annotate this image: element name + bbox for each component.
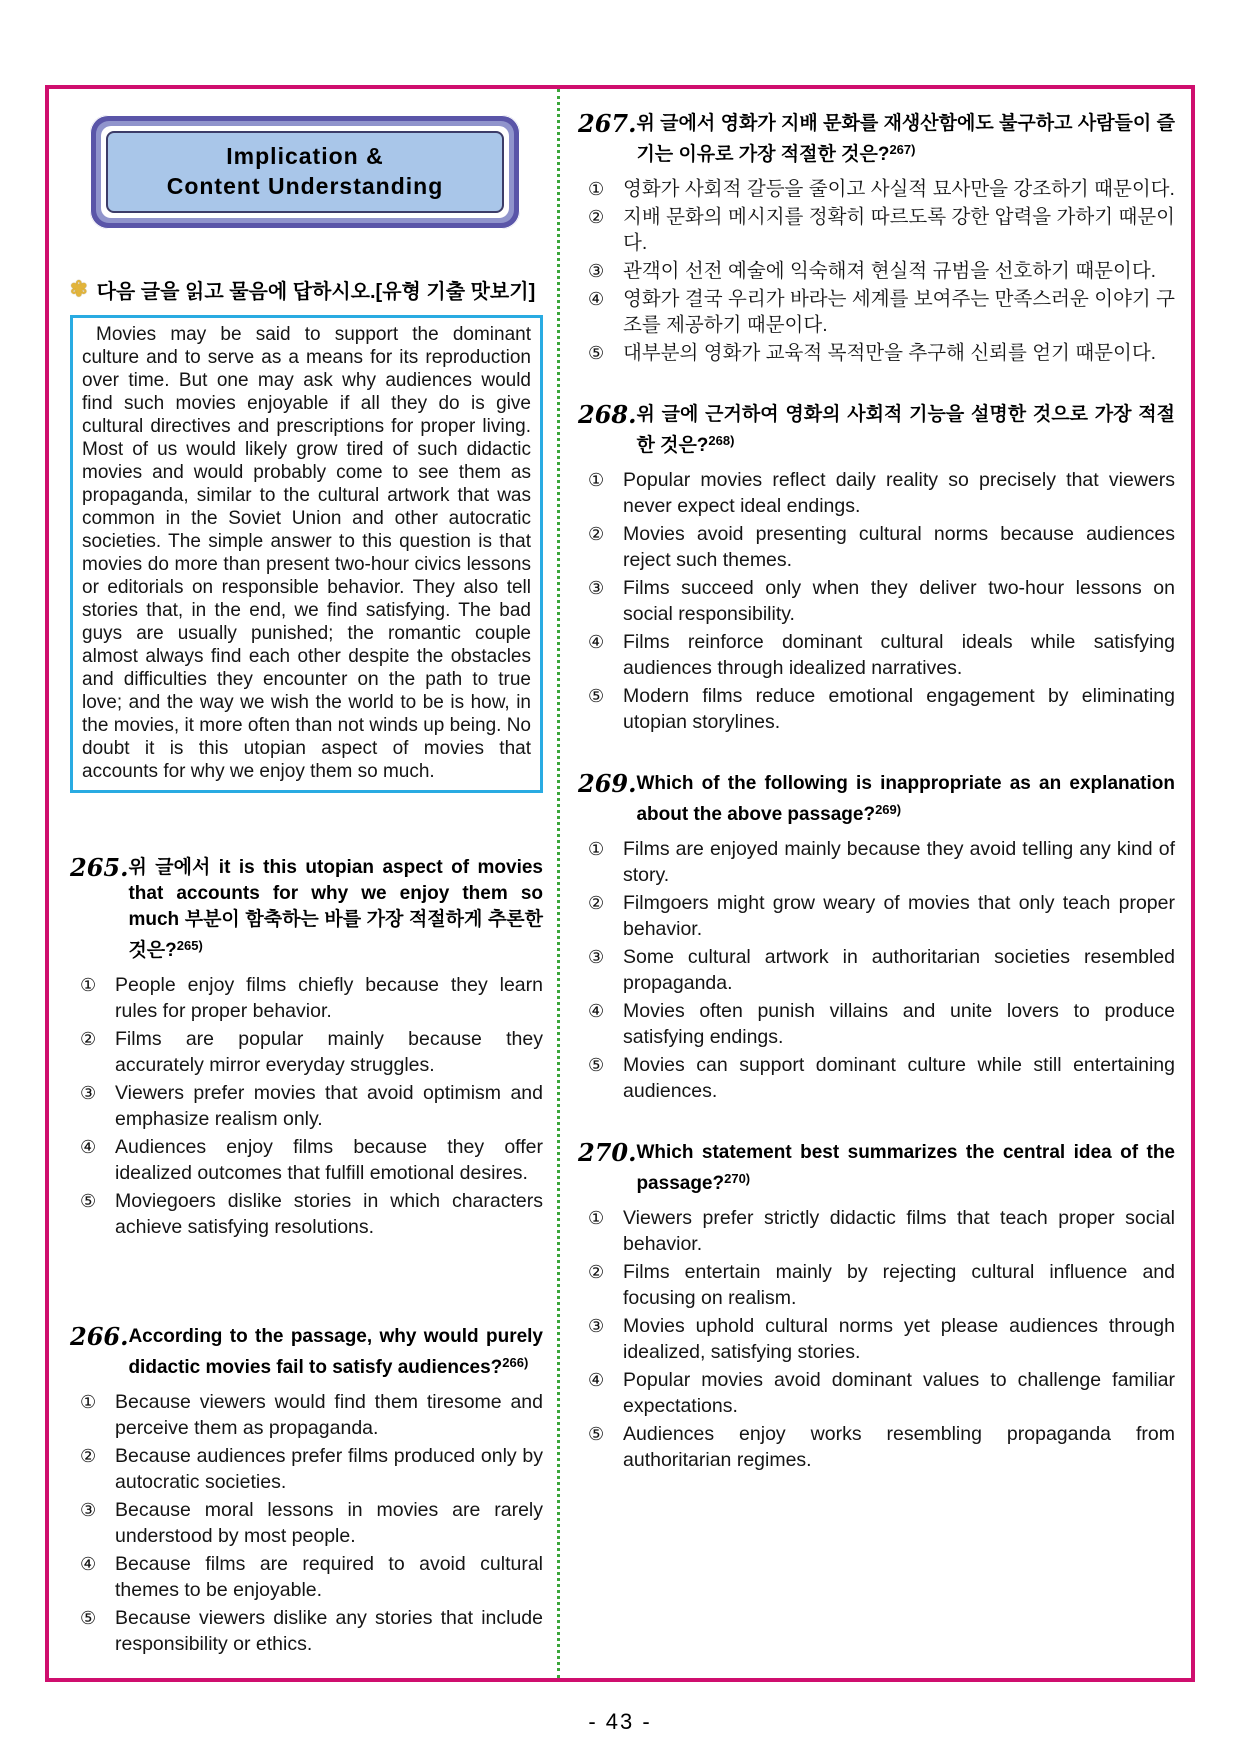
option-marker: ⑤ [588, 343, 605, 363]
question-number: 267. [578, 109, 637, 138]
option-text: Films succeed only when they deliver two-hour lessons on social responsibility. [623, 577, 1175, 625]
option-text: Movies uphold cultural norms yet please audiences through idealized, satisfying stories. [623, 1315, 1175, 1363]
question-prompt [128, 1324, 543, 1381]
question-head [578, 402, 1175, 459]
options-list [578, 1205, 1175, 1473]
option-item [588, 890, 1175, 942]
option-marker: ③ [80, 1499, 97, 1520]
option-item [588, 258, 1175, 284]
option-text: Popular movies avoid dominant values to challenge familiar expectations. [623, 1369, 1175, 1417]
left-column [49, 89, 557, 1678]
option-text: 대부분의 영화가 교육적 목적만을 추구해 신뢰를 얻기 때문이다. [623, 342, 1157, 364]
questions-left [70, 852, 543, 1657]
option-item [588, 575, 1175, 627]
option-item [80, 1551, 543, 1603]
option-item [588, 836, 1175, 888]
question-prompt-text: 위 글에 근거하여 영화의 사회적 기능을 설명한 것으로 가장 적절한 것은? [636, 404, 1175, 456]
option-marker: ⑤ [588, 1424, 605, 1444]
option-item [588, 204, 1175, 256]
page-number: - 43 - [588, 1709, 652, 1734]
option-text: Because moral lessons in movies are rarely understood by most people. [115, 1498, 543, 1547]
page-frame [45, 85, 1195, 1682]
option-marker: ③ [588, 261, 605, 281]
question-head [578, 1140, 1175, 1197]
option-text: People enjoy films chiefly because they learn rules for proper behavior. [115, 973, 543, 1022]
question-head [70, 1321, 543, 1381]
passage-box [70, 315, 543, 793]
footnote-ref: 266) [502, 1354, 529, 1370]
question-block [70, 852, 543, 1240]
section-badge-ring [96, 121, 514, 223]
option-text: Moviegoers dislike stories in which characters achieve satisfying resolutions. [115, 1189, 543, 1238]
option-marker: ⑤ [80, 1607, 97, 1628]
option-item [80, 1443, 543, 1495]
option-item [588, 1259, 1175, 1311]
option-marker: ④ [80, 1136, 97, 1157]
question-block [578, 111, 1175, 366]
option-text: 관객이 선전 예술에 익숙해져 현실적 규범을 선호하기 때문이다. [623, 260, 1157, 282]
option-marker: ① [588, 1208, 605, 1228]
two-column-layout [49, 89, 1191, 1678]
option-marker: ① [588, 839, 605, 859]
option-marker: ④ [588, 632, 605, 652]
section-badge-face [106, 131, 504, 213]
option-marker: ② [80, 1028, 97, 1049]
option-item [588, 998, 1175, 1050]
options-list [70, 1389, 543, 1657]
footnote-ref: 270) [724, 1171, 751, 1186]
option-item [588, 521, 1175, 573]
question-prompt [128, 855, 543, 964]
right-column [557, 89, 1191, 1678]
option-marker: ④ [588, 289, 605, 309]
option-marker: ① [80, 974, 97, 995]
question-prompt [636, 402, 1175, 459]
option-item [588, 340, 1175, 366]
option-item [588, 286, 1175, 338]
section-badge [90, 115, 520, 229]
option-item [588, 683, 1175, 735]
option-text: Audiences enjoy works resembling propaganda from authoritarian regimes. [623, 1423, 1175, 1471]
option-text: Audiences enjoy films because they offer idealized outcomes that fulfill emotional desires. [115, 1135, 543, 1184]
options-list [70, 972, 543, 1240]
option-text: Movies often punish villains and unite lovers to produce satisfying endings. [623, 1000, 1175, 1048]
option-text: Because viewers dislike any stories that include responsibility or ethics. [115, 1606, 543, 1655]
question-block [578, 402, 1175, 735]
option-marker: ③ [588, 947, 605, 967]
option-text: Modern films reduce emotional engagement by eliminating utopian storylines. [623, 685, 1175, 733]
question-number: 265. [70, 852, 129, 882]
option-item [588, 629, 1175, 681]
option-item [588, 1205, 1175, 1257]
options-list [578, 467, 1175, 735]
option-marker: ② [588, 893, 605, 913]
option-marker: ② [588, 207, 605, 227]
option-item [588, 176, 1175, 202]
option-item [80, 972, 543, 1024]
footnote-ref: 268) [708, 433, 735, 448]
options-list [578, 836, 1175, 1104]
question-block [578, 1140, 1175, 1473]
option-marker: ⑤ [588, 1055, 605, 1075]
option-item [588, 1313, 1175, 1365]
option-item [588, 1052, 1175, 1104]
question-head [578, 771, 1175, 828]
option-marker: ⑤ [80, 1190, 97, 1211]
question-prompt [636, 771, 1175, 828]
question-prompt [636, 111, 1175, 168]
instruction-row [70, 275, 543, 304]
option-text: Viewers prefer movies that avoid optimism and emphasize realism only. [115, 1081, 543, 1130]
option-marker: ② [588, 524, 605, 544]
option-marker: ② [80, 1445, 97, 1466]
question-block [70, 1321, 543, 1657]
question-number: 270. [578, 1138, 637, 1167]
question-prompt [636, 1140, 1175, 1197]
option-marker: ④ [588, 1001, 605, 1021]
option-marker: ① [588, 179, 605, 199]
option-text: Popular movies reflect daily reality so precisely that viewers never expect ideal endings. [623, 469, 1175, 517]
questions-right [578, 111, 1175, 1473]
question-number: 266. [70, 1321, 129, 1351]
option-text: Films entertain mainly by rejecting cultural influence and focusing on realism. [623, 1261, 1175, 1309]
option-item [588, 944, 1175, 996]
passage-text: Movies may be said to support the dominant culture and to serve as a means for its reproduction over time. But one may ask why audiences would find such movies enjoyable if all they do is give cultural directives and prescriptions for proper living. Most of us would likely grow tired of such didactic movies and would probably come to see them as propaganda, similar to the cultural artwork that was common in the Soviet Union and other autocratic societies. The simple answer to this question is that movies do more than present two-hour civics lessons or editorials on responsible behavior. They also tell stories that, in the end, we find satisfying. The bad guys are usually punished; the romantic couple almost always find each other despite the obstacles and difficulties they encounter on the path to true love; and the way we wish the world to be is how, in the movies, it more often than not winds up being. No doubt it is this utopian aspect of movies that accounts for why we enjoy them so much. [82, 323, 531, 782]
option-marker: ③ [588, 1316, 605, 1336]
option-item [80, 1080, 543, 1132]
options-list [578, 176, 1175, 366]
option-text: Films are popular mainly because they accurately mirror everyday struggles. [115, 1027, 543, 1076]
option-text: Because viewers would find them tiresome and perceive them as propaganda. [115, 1390, 543, 1439]
option-text: Because audiences prefer films produced only by autocratic societies. [115, 1444, 543, 1493]
question-head [578, 111, 1175, 168]
option-text: Filmgoers might grow weary of movies that only teach proper behavior. [623, 892, 1175, 940]
section-title-line2: Content Understanding [166, 172, 444, 199]
option-item [80, 1134, 543, 1186]
question-number: 268. [578, 400, 637, 429]
option-text: Movies avoid presenting cultural norms because audiences reject such themes. [623, 523, 1175, 571]
footnote-ref: 265) [176, 937, 203, 953]
section-badge-ring-inner [101, 126, 509, 218]
option-text: Films reinforce dominant cultural ideals while satisfying audiences through idealized narratives. [623, 631, 1175, 679]
option-item [588, 467, 1175, 519]
option-marker: ③ [80, 1082, 97, 1103]
option-item [588, 1367, 1175, 1419]
question-block [578, 771, 1175, 1104]
option-text: 지배 문화의 메시지를 정확히 따르도록 강한 압력을 가하기 때문이다. [623, 206, 1175, 254]
option-marker: ⑤ [588, 686, 605, 706]
option-text: 영화가 결국 우리가 바라는 세계를 보여주는 만족스러운 이야기 구조를 제공하기 때문이다. [623, 288, 1175, 336]
flower-icon: ✾ [70, 277, 88, 301]
question-number: 269. [578, 769, 637, 798]
question-prompt-text: 위 글에서 영화가 지배 문화를 재생산함에도 불구하고 사람들이 즐기는 이유로 가장 적절한 것은? [636, 113, 1175, 165]
footnote-ref: 267) [889, 142, 916, 157]
option-item [80, 1026, 543, 1078]
instruction-text: 다음 글을 읽고 물음에 답하시오.[유형 기출 맛보기] [96, 280, 536, 303]
option-marker: ④ [588, 1370, 605, 1390]
question-prompt-text: Which of the following is inappropriate as an explanation about the above passage? [636, 773, 1175, 825]
option-text: Films are enjoyed mainly because they avoid telling any kind of story. [623, 838, 1175, 886]
option-item [80, 1605, 543, 1657]
option-text: Because films are required to avoid cultural themes to be enjoyable. [115, 1552, 543, 1601]
option-marker: ② [588, 1262, 605, 1282]
option-marker: ① [80, 1391, 97, 1412]
option-text: Some cultural artwork in authoritarian societies resembled propaganda. [623, 946, 1175, 994]
option-item [80, 1497, 543, 1549]
question-prompt-text: According to the passage, why would purely didactic movies fail to satisfy audiences? [128, 1325, 543, 1378]
option-marker: ① [588, 470, 605, 490]
option-item [80, 1389, 543, 1441]
option-marker: ④ [80, 1553, 97, 1574]
option-text: Movies can support dominant culture while still entertaining audiences. [623, 1054, 1175, 1102]
option-marker: ③ [588, 578, 605, 598]
option-item [588, 1421, 1175, 1473]
option-text: 영화가 사회적 갈등을 줄이고 사실적 묘사만을 강조하기 때문이다. [623, 178, 1175, 200]
option-text: Viewers prefer strictly didactic films that teach proper social behavior. [623, 1207, 1175, 1255]
question-prompt-text: Which statement best summarizes the central idea of the passage? [636, 1142, 1175, 1194]
question-prompt-text: 위 글에서 it is this utopian aspect of movies that accounts for why we enjoy them so much 부분이 함축하는 바를 가장 적절하게 추론한 것은? [128, 856, 543, 961]
option-item [80, 1188, 543, 1240]
footnote-ref: 269) [875, 802, 902, 817]
section-title-line1: Implication & [226, 143, 384, 169]
question-head [70, 852, 543, 964]
